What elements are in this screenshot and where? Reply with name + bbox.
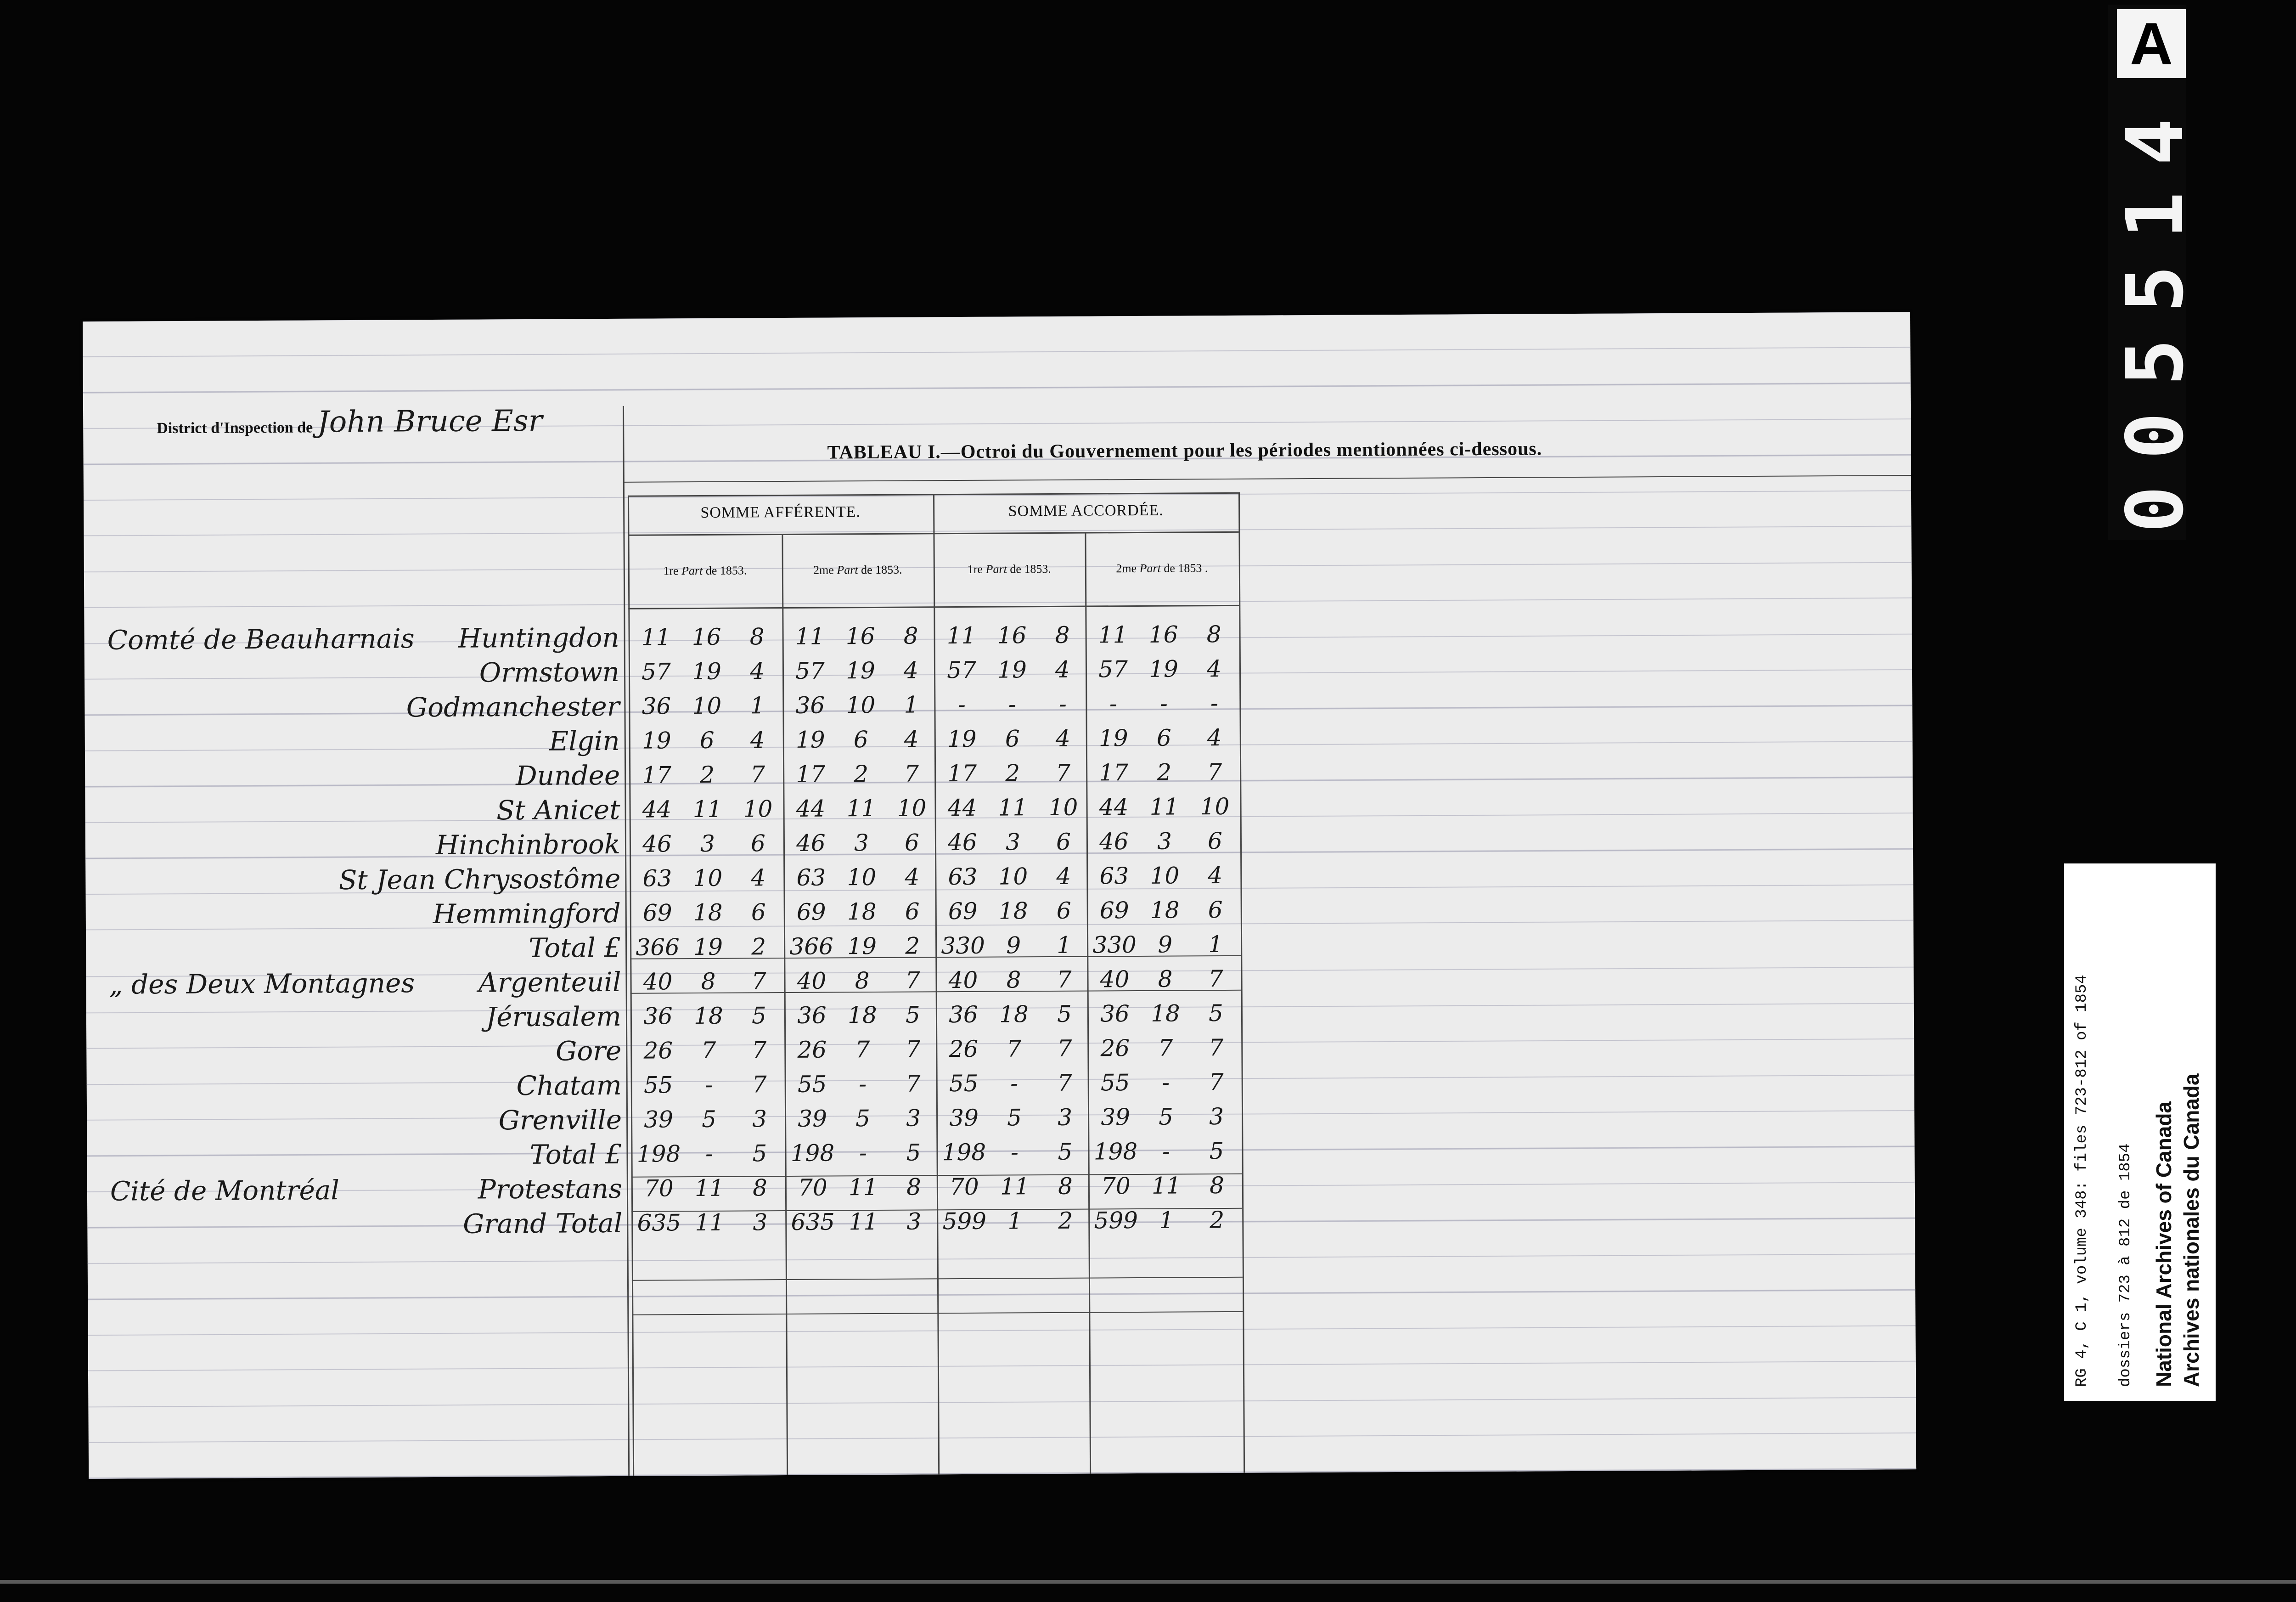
ledger-value: 366	[789, 933, 834, 960]
ledger-value: 36	[643, 1003, 673, 1030]
stamp-digit-5: 1	[2110, 192, 2201, 239]
ledger-value: 5	[855, 1105, 871, 1132]
reference-line-2: dossiers 723 à 812 de 1854	[2117, 1143, 2134, 1387]
ledger-value: 3	[752, 1106, 767, 1133]
ledger-value: 55	[949, 1070, 979, 1097]
ledger-value: 1	[1208, 931, 1223, 958]
ledger-value: 70	[798, 1174, 827, 1201]
ledger-value: 7	[750, 761, 765, 788]
place-label: Chatam	[516, 1069, 622, 1102]
ledger-value: 16	[845, 622, 875, 650]
ledger-value: 70	[949, 1173, 979, 1201]
subheader-2me-part-accordee: 2me Part de 1853 .	[1116, 561, 1208, 575]
stamp-digit-4: 5	[2110, 265, 2201, 312]
ledger-value: 17	[796, 761, 826, 788]
ledger-value: 4	[751, 864, 766, 891]
ledger-value: 4	[1055, 725, 1070, 752]
ledger-value: 36	[1100, 1000, 1130, 1027]
ledger-value: 4	[1056, 863, 1071, 890]
ledger-value: 10	[1200, 793, 1230, 820]
ledger-value: 7	[1208, 965, 1223, 993]
ledger-value: 11	[1149, 793, 1179, 820]
ledger-value: 11	[1151, 1172, 1181, 1199]
ledger-value: 70	[644, 1175, 674, 1202]
ledger-value: 16	[997, 622, 1027, 649]
ledger-value: 16	[692, 623, 721, 651]
ledger-value: 5	[751, 1002, 766, 1029]
ledger-value: 10	[847, 863, 877, 891]
stamp-letter: A	[2117, 9, 2186, 78]
ledger-value: 11	[641, 624, 671, 651]
ledger-value: 3	[854, 829, 869, 857]
ledger-value: -	[1162, 1138, 1171, 1165]
ledger-value: 26	[643, 1037, 673, 1064]
ledger-value: 18	[1150, 897, 1180, 924]
ledger-value: 9	[1158, 931, 1173, 958]
ledger-value: 2	[1005, 760, 1020, 787]
ledger-value: 55	[643, 1072, 673, 1099]
ledger-value: 10	[693, 864, 723, 892]
ledger-value: -	[1058, 690, 1067, 717]
ledger-value: 19	[997, 656, 1027, 683]
ledger-value: 11	[848, 1173, 878, 1201]
ledger-value: 3	[753, 1209, 768, 1236]
ledger-value: 55	[1100, 1069, 1130, 1096]
ledger-value: 5	[1007, 1104, 1022, 1131]
ledger-value: -	[957, 691, 966, 718]
ledger-value: 11	[846, 795, 876, 822]
ledger-value: 5	[752, 1140, 767, 1167]
ledger-value: 36	[948, 1001, 978, 1028]
ledger-value: 17	[947, 760, 977, 787]
ledger-value: 7	[1207, 759, 1222, 786]
place-label: Gore	[555, 1035, 622, 1067]
ledger-value: 3	[1058, 1104, 1073, 1131]
ledger-value: -	[1162, 1069, 1170, 1096]
ledger-value: 3	[1209, 1103, 1224, 1130]
ledger-value: 330	[1092, 931, 1137, 959]
ledger-value: 69	[1099, 897, 1129, 924]
ledger-value: 26	[797, 1036, 827, 1063]
ledger-value: 8	[1055, 621, 1070, 649]
ledger-value: 8	[906, 1173, 921, 1201]
place-label: Grand Total	[463, 1207, 623, 1240]
ledger-value: -	[859, 1071, 867, 1098]
ledger-value: 599	[1094, 1207, 1138, 1234]
ledger-value: 11	[998, 794, 1028, 821]
ledger-value: 3	[906, 1208, 922, 1235]
ledger-value: 39	[1101, 1104, 1131, 1131]
ledger-value: 2	[751, 933, 766, 960]
ledger-value: 8	[752, 1174, 767, 1202]
subheader-1re-part-accordee: 1re Part de 1853.	[967, 562, 1051, 576]
ledger-value: 10	[846, 691, 876, 719]
ledger-value: 1	[750, 692, 765, 719]
ledger-value: 7	[906, 1070, 921, 1097]
ledger-value: 7	[701, 1037, 716, 1064]
ledger-value: 11	[1098, 621, 1128, 649]
ledger-value: 19	[1149, 655, 1178, 683]
ledger-value: -	[1159, 690, 1168, 717]
ledger-value: 18	[999, 1001, 1029, 1028]
ledger-value: 4	[749, 658, 765, 685]
ledger-value: 11	[694, 1174, 724, 1202]
ledger-value: -	[705, 1071, 713, 1098]
ledger-value: 19	[846, 657, 875, 684]
ledger-value: 6	[1056, 897, 1071, 924]
ledger-value: 11	[946, 622, 976, 649]
ledger-value: 7	[1057, 1035, 1072, 1062]
ledger-value: 10	[743, 795, 773, 823]
ledger-value: 10	[998, 863, 1028, 890]
ledger-value: 17	[642, 762, 672, 789]
ledger-value: 2	[1058, 1207, 1073, 1234]
ledger-value: 40	[948, 966, 978, 994]
ledger-value: 6	[1056, 828, 1071, 855]
group-somme-accordee: SOMME ACCORDÉE.	[1008, 502, 1164, 520]
ledger-value: 36	[797, 1002, 827, 1029]
ledger-value: 8	[1158, 965, 1173, 993]
stamp-digit-2: 0	[2110, 412, 2201, 459]
ledger-value: 11	[692, 795, 722, 823]
ledger-value: 55	[797, 1071, 827, 1098]
ledger-value: 18	[1150, 1000, 1180, 1027]
ledger-value: 8	[1006, 966, 1021, 993]
ledger-value: 6	[904, 829, 920, 856]
county-label: „ des Deux Montagnes	[109, 967, 415, 1000]
ledger-value: 10	[1150, 862, 1180, 889]
place-label: Jérusalem	[485, 1000, 622, 1033]
film-edge	[0, 1580, 2296, 1584]
ledger-value: 8	[1058, 1173, 1073, 1200]
ledger-value: 4	[1206, 655, 1222, 683]
ledger-value: 1	[1057, 931, 1072, 959]
ledger-value: 39	[644, 1106, 674, 1133]
ledger-value: 4	[1208, 862, 1223, 889]
ledger-value: -	[1008, 691, 1016, 718]
ledger-value: 44	[642, 796, 672, 823]
place-label: Hemmingford	[433, 897, 621, 930]
ledger-value: 18	[693, 1002, 723, 1030]
ledger-value: 57	[795, 657, 825, 684]
place-label: Dundee	[516, 759, 620, 792]
ledger-value: 4	[1055, 656, 1070, 683]
ledger-value: 19	[847, 932, 877, 960]
ledger-value: 635	[637, 1209, 681, 1236]
ledger-value: 39	[949, 1104, 979, 1132]
ledger-value: 7	[906, 1036, 921, 1063]
ledger-value: 7	[1209, 1069, 1224, 1096]
ledger-value: 7	[904, 760, 919, 787]
ledger-value: 5	[1208, 1000, 1223, 1027]
ledger-value: 44	[1099, 794, 1129, 821]
ledger-value: 7	[751, 968, 766, 995]
ledger-value: -	[1010, 1139, 1019, 1166]
ledger-value: 1	[1159, 1207, 1174, 1234]
ledger-value: 63	[796, 864, 826, 891]
ledger-value: 46	[1099, 828, 1129, 855]
archives-en: National Archives of Canada	[2152, 1101, 2176, 1387]
archive-label	[2064, 863, 2216, 1401]
ledger-value: 17	[1099, 759, 1129, 786]
ledger-value: 10	[897, 795, 927, 822]
ledger-value: 8	[1209, 1172, 1224, 1199]
ledger-value: -	[1210, 690, 1218, 717]
ledger-value: 7	[1057, 966, 1072, 993]
ledger-value: 198	[942, 1139, 986, 1166]
table-title: TABLEAU I.—Octroi du Gouvernement pour les périodes mentionnées ci-dessous.	[827, 438, 1542, 463]
ledger-value: 46	[796, 829, 826, 857]
county-label: Comté de Beauharnais	[107, 623, 415, 656]
ledger-value: 7	[855, 1036, 870, 1063]
ledger-value: 19	[947, 725, 977, 753]
ledger-value: 8	[855, 967, 870, 994]
ledger-value: 46	[642, 830, 672, 857]
ledger-value: 36	[795, 692, 825, 719]
ledger-value: 63	[948, 863, 978, 891]
place-label: Total £	[529, 1138, 622, 1170]
ledger-value: 7	[1209, 1034, 1224, 1061]
ledger-value: 39	[798, 1105, 827, 1132]
ledger-value: 5	[905, 1001, 920, 1028]
ledger-value: 5	[1058, 1138, 1073, 1165]
stamp-digit-6: 4	[2110, 118, 2201, 165]
ledger-value: 6	[853, 726, 868, 753]
ledger-value: -	[1010, 1070, 1019, 1097]
ledger-value: 366	[636, 934, 680, 961]
ledger-value: 26	[1100, 1035, 1130, 1062]
ledger-value: 11	[695, 1209, 725, 1236]
ledger-value: 19	[795, 726, 825, 753]
ledger-value: 7	[752, 1071, 767, 1098]
ledger-value: 11	[849, 1208, 878, 1235]
ledger-value: 16	[1148, 621, 1178, 648]
ledger-value: 7	[905, 967, 920, 994]
ledger-value: 57	[642, 658, 671, 685]
ledger-value: 5	[702, 1106, 717, 1133]
ledger-value: 57	[947, 656, 976, 684]
ledger-value: 3	[1157, 828, 1172, 855]
ledger-value: 4	[905, 863, 920, 891]
ledger-value: 6	[1156, 724, 1171, 751]
ledger-value: 6	[750, 830, 766, 857]
ledger-value: 2	[854, 761, 869, 788]
ledger-value: 19	[642, 727, 671, 754]
ledger-value: 11	[795, 623, 825, 650]
ledger-value: 5	[1159, 1103, 1174, 1130]
ledger-value: 7	[752, 1037, 767, 1064]
ledger-value: 57	[1098, 656, 1128, 683]
ledger-value: 4	[1207, 724, 1222, 751]
ledger-value: 198	[1093, 1138, 1138, 1165]
ledger-value: -	[705, 1140, 714, 1167]
district-label: District d'Inspection de	[157, 419, 313, 437]
ledger-value: 18	[847, 898, 877, 925]
ledger-value: 10	[1048, 794, 1078, 821]
subheader-1re-part: 1re Part de 1853.	[663, 564, 747, 578]
ledger-value: 3	[1005, 829, 1021, 856]
place-label: Huntingdon	[458, 621, 619, 654]
ledger-value: 330	[941, 932, 985, 959]
stamp-digit-1: 0	[2110, 485, 2201, 533]
ledger-value: 40	[797, 967, 827, 994]
ledger-value: -	[1109, 690, 1117, 717]
ledger-value: 8	[1206, 621, 1221, 648]
ledger-value: 2	[700, 761, 715, 788]
ledger-value: 19	[692, 658, 721, 685]
ledger-value: 198	[790, 1139, 835, 1167]
ledger-value: 599	[942, 1207, 987, 1235]
ledger-value: 18	[847, 1001, 877, 1029]
ledger-value: 36	[642, 693, 671, 720]
group-somme-afferente: SOMME AFFÉRENTE.	[700, 503, 861, 521]
ledger-page	[83, 312, 1916, 1479]
place-label: St Jean Chrysostôme	[338, 863, 621, 896]
stamp-digit-3: 5	[2110, 338, 2201, 386]
ledger-value: 4	[903, 657, 919, 684]
ledger-value: 5	[1057, 1000, 1072, 1027]
ledger-value: 6	[1005, 725, 1020, 752]
ledger-value: 63	[1099, 863, 1129, 890]
ledger-value: 6	[1208, 897, 1223, 924]
ledger-value: 2	[1210, 1207, 1225, 1234]
place-label: Argenteuil	[478, 966, 621, 998]
ledger-value: 40	[1100, 966, 1130, 993]
ledger-value: 2	[905, 932, 920, 959]
ledger-value: 4	[750, 727, 765, 754]
ledger-value: 6	[699, 727, 715, 754]
ledger-value: 5	[1209, 1138, 1224, 1165]
ledger-value: 69	[796, 898, 826, 925]
ledger-value: 1	[1007, 1207, 1023, 1235]
ledger-value: 6	[1207, 828, 1223, 855]
ledger-value: 4	[904, 726, 919, 753]
place-label: Godmanchester	[406, 690, 620, 723]
ledger-value: 6	[905, 898, 920, 925]
ledger-value: 19	[693, 933, 723, 961]
ledger-value: 7	[1007, 1035, 1022, 1062]
ledger-value: 63	[642, 865, 672, 892]
place-label: St Anicet	[496, 794, 620, 826]
ledger-value: 69	[948, 897, 978, 925]
ledger-value: 7	[1158, 1034, 1173, 1061]
ledger-value: 7	[1056, 759, 1071, 786]
ledger-value: 70	[1101, 1173, 1131, 1200]
ledger-value: 8	[749, 623, 765, 650]
place-label: Hinchinbrook	[435, 828, 621, 861]
ledger-value: 26	[949, 1035, 979, 1063]
place-label: Ormstown	[479, 656, 620, 688]
ledger-value: 8	[903, 622, 918, 649]
place-label: Grenville	[498, 1104, 622, 1136]
county-label: Cité de Montréal	[110, 1174, 340, 1207]
ledger-value: -	[859, 1139, 867, 1167]
ledger-value: 46	[947, 829, 977, 856]
ledger-value: 18	[693, 899, 723, 926]
ledger-value: 44	[796, 795, 826, 822]
ledger-value: 3	[906, 1105, 921, 1132]
title-rule	[623, 475, 1911, 483]
ledger-value: 2	[1157, 759, 1172, 786]
ledger-value: 11	[1000, 1173, 1030, 1200]
ledger-value: 1	[904, 691, 919, 718]
archives-fr: Archives nationales du Canada	[2179, 1073, 2203, 1387]
ledger-value: 3	[700, 830, 715, 857]
inspector-name: John Bruce Esr	[317, 404, 543, 440]
ledger-value: 7	[1057, 1069, 1072, 1096]
ledger-value: 8	[701, 968, 716, 995]
ledger-value: 198	[636, 1140, 681, 1168]
ledger-value: 5	[906, 1139, 921, 1166]
ledger-value: 44	[947, 794, 977, 822]
place-label: Protestans	[478, 1173, 623, 1205]
reference-line-1: RG 4, C 1, volume 348: files 723-812 of 1854	[2073, 975, 2091, 1387]
ledger-value: 6	[751, 899, 766, 926]
ledger-value: 635	[791, 1208, 835, 1235]
place-label: Elgin	[549, 725, 620, 757]
ledger-value: 9	[1006, 932, 1021, 959]
ledger-value: 10	[692, 692, 722, 720]
subheader-2me-part: 2me Part de 1853.	[813, 563, 902, 577]
ledger-value: 40	[643, 968, 673, 995]
ledger-value: 69	[642, 899, 672, 926]
ledger-value: 19	[1098, 725, 1128, 752]
ledger-value: 18	[998, 897, 1028, 925]
place-label: Total £	[529, 931, 621, 964]
